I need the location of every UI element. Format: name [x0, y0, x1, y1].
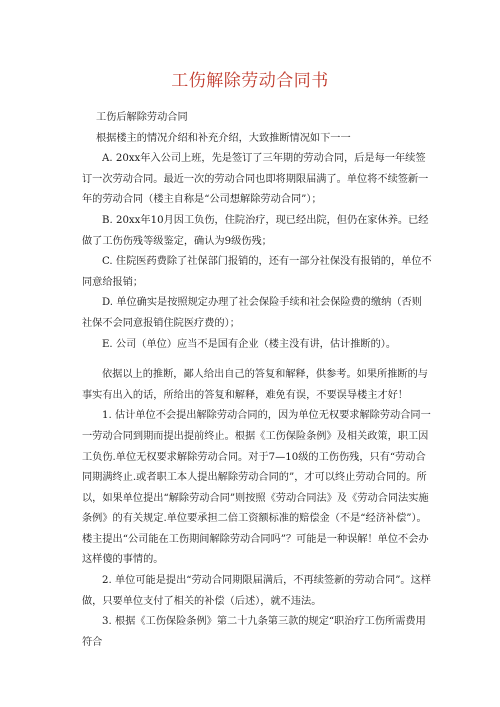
paragraph-c: C. 住院医药费除了社保部门报销的，还有一部分社保没有报销的，单位不同意给报销；: [82, 256, 432, 288]
paragraph-d: D. 单位确实是按照规定办理了社会保险手续和社会保险费的缴纳（否则社保不会同意报销住院医疗费的）；: [82, 297, 422, 329]
paragraph-gap: [82, 355, 432, 365]
paragraph-point-2: 2. 单位可能是提出“劳动合同期限届满后，不再续签新的劳动合同”。这样做，只要单位支付了相关的补偿（后述），就不违法。: [82, 575, 431, 607]
paragraph-b: B. 20xx年10月因工负伤，住院治疗，现已经出院，但仍在家休养。已经做了工伤伤残等级鉴定，确认为9级伤残；: [82, 214, 429, 247]
paragraph-a: A. 20xx年入公司上班，先是签订了三年期的劳动合同，后是每一年续签订一次劳动合同。最近一次的劳动合同也即将期限届满了。单位将不续签新一年的劳动合同（楼主自称是“公司想解除劳动合同”）；: [82, 153, 429, 206]
paragraph-e: E. 公司（单位）应当不是国有企业（楼主没有讲，估计推断的）。: [102, 338, 397, 350]
paragraph-intro: 根据楼主的情况介绍和补充介绍，大致推断情况如下一一: [96, 132, 351, 144]
document-body: [82, 108, 432, 653]
document-title: 工伤解除劳动合同书: [171, 71, 329, 91]
paragraph-reply-intro: 依据以上的推断，鄙人给出自己的答复和解释，供参考。如果所推断的与事实有出入的话，所给出的答复和解释，难免有误，不要误导楼主才好！: [82, 369, 428, 401]
paragraph-point-1: 1. 估计单位不会提出解除劳动合同的，因为单位无权要求解除劳动合同一一劳动合同到期而提出提前终止。根据《工伤保险条例》及相关政策，职工因工负伤.单位无权要求解除劳动合同。对于7—10级的工伤伤残，只有“劳动合同期满终止.或者职工本人提出解除劳动合同的”，才可以终止劳动合同的。所以，如果单位提出“解除劳动合同”则按照《劳动合同法》及《劳动合同法实施条例》的有关规定.单位要承担二倍工资额标准的赔偿金（不是“经济补偿”）。楼主提出“公司能在工伤期间解除劳动合同吗”？可能是一种误解！单位不会办这样傻的事情的。: [82, 410, 431, 566]
paragraph-heading: 工伤后解除劳动合同: [96, 112, 188, 123]
paragraph-point-3: 3. 根据《工伤保险条例》第二十九条第三款的规定“职治疗工伤所需费用符合: [82, 616, 426, 648]
